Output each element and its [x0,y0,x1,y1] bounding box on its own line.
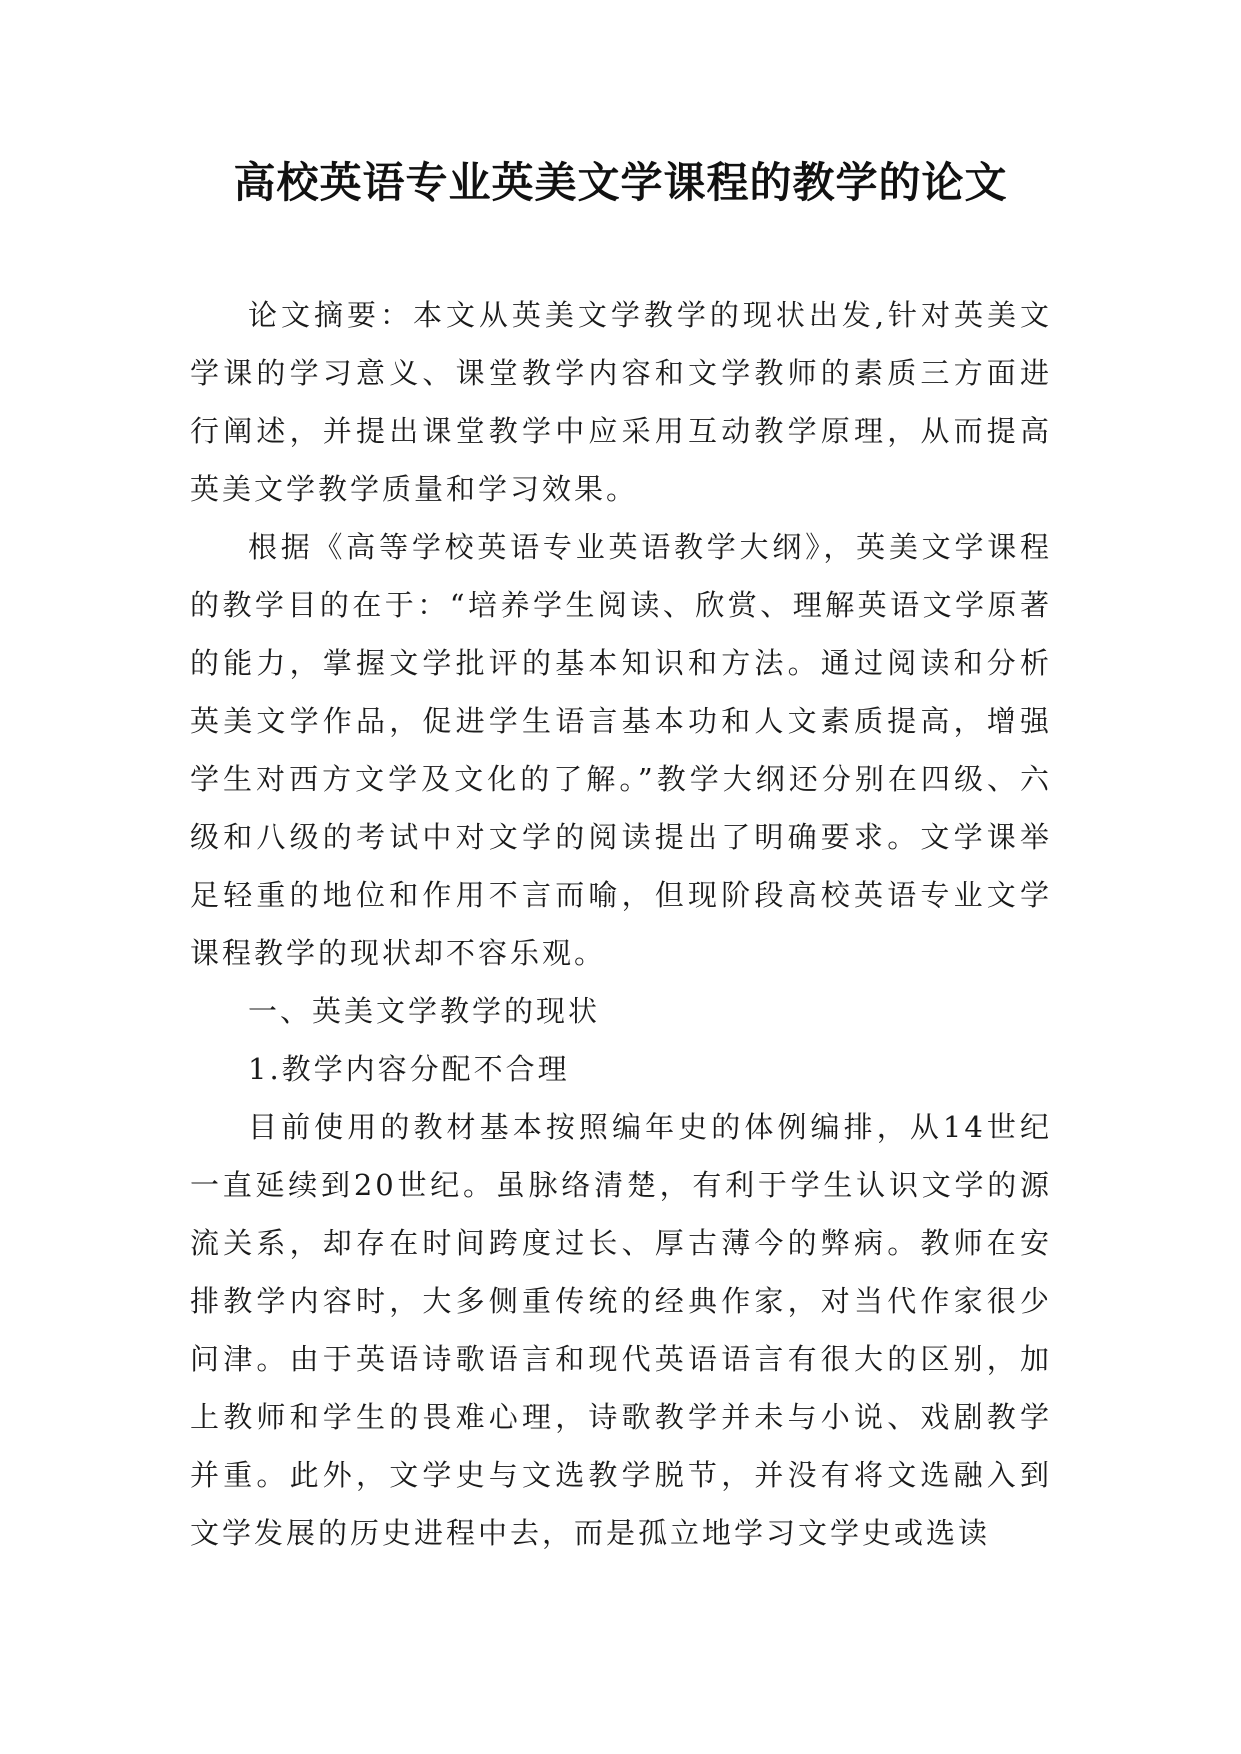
abstract-paragraph: 论文摘要：本文从英美文学教学的现状出发,针对英美文学课的学习意义、课堂教学内容和文学教师的素质三方面进行阐述，并提出课堂教学中应采用互动教学原理，从而提高英美文学教学质量和学习效果。 [190,298,1052,506]
document-body [190,286,1052,1562]
section-heading: 一、英美文学教学的现状 [248,994,601,1028]
body-paragraph: 目前使用的教材基本按照编年史的体例编排，从14世纪一直延续到20世纪。虽脉络清楚，有利于学生认识文学的源流关系，却存在时间跨度过长、厚古薄今的弊病。教师在安排教学内容时，大多侧重传统的经典作家，对当代作家很少问津。由于英语诗歌语言和现代英语语言有很大的区别，加上教师和学生的畏难心理，诗歌教学并未与小说、戏剧教学并重。此外，文学史与文选教学脱节，并没有将文选融入到文学发展的历史进程中去，而是孤立地学习文学史或选读 [190,1110,1052,1550]
subsection-heading: 1.教学内容分配不合理 [248,1052,570,1086]
document-title: 高校英语专业英美文学课程的教学的论文 [233,158,1008,207]
intro-paragraph: 根据《高等学校英语专业英语教学大纲》，英美文学课程的教学目的在于：“培养学生阅读、欣赏、理解英语文学原著的能力，掌握文学批评的基本知识和方法。通过阅读和分析英美文学作品，促进学生语言基本功和人文素质提高，增强学生对西方文学及文化的了解。”教学大纲还分别在四级、六级和八级的考试中对文学的阅读提出了明确要求。文学课举足轻重的地位和作用不言而喻，但现阶段高校英语专业文学课程教学的现状却不容乐观。 [190,530,1052,970]
